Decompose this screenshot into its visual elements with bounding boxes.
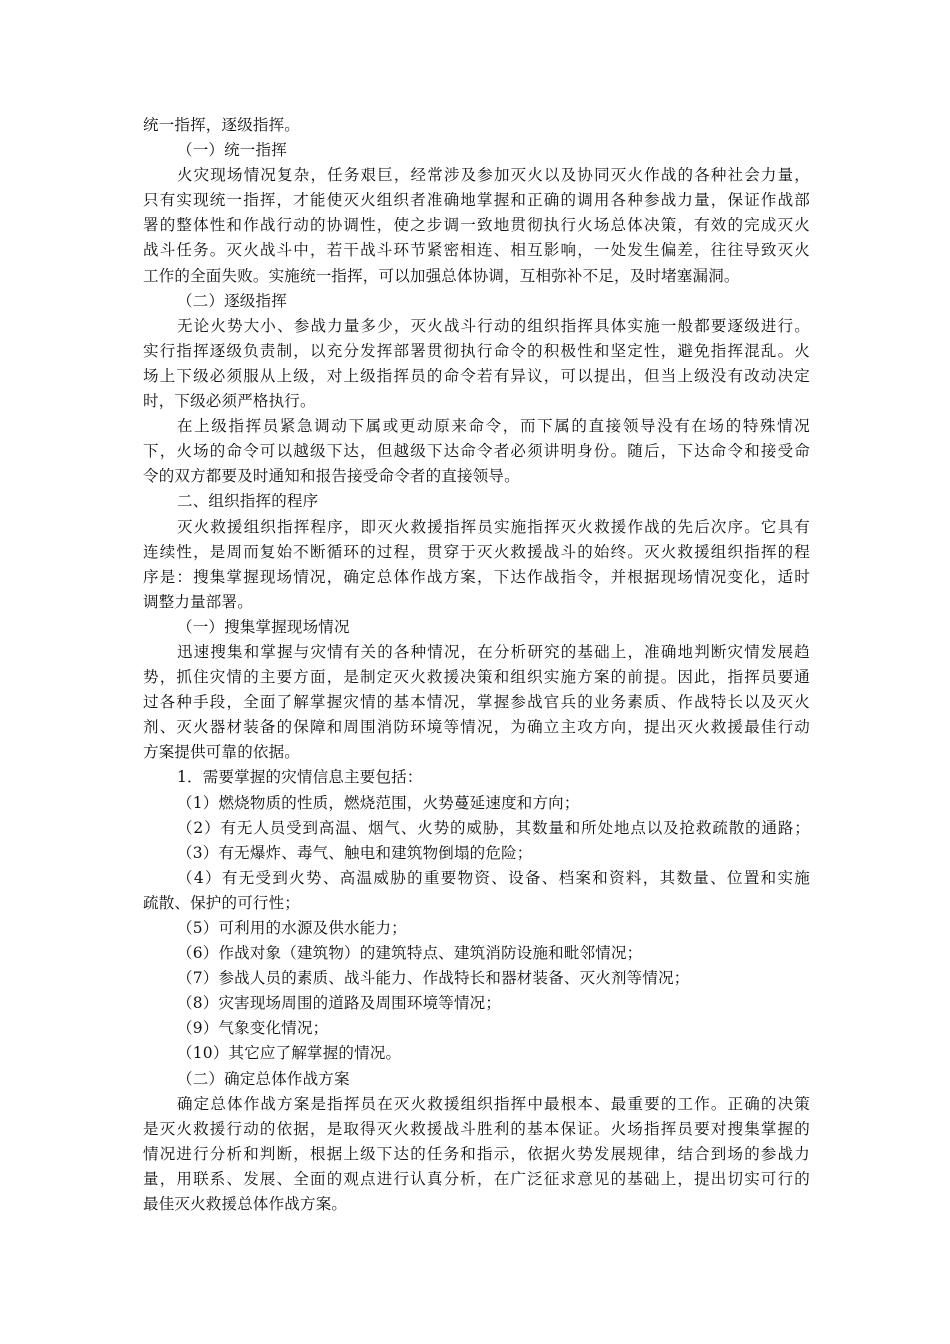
text-line: 疏散、保护的可行性； (143, 893, 301, 912)
text-line: （1）燃烧物质的性质，燃烧范围，火势蔓延速度和方向； (177, 793, 580, 812)
text-line: 二、组织指挥的程序 (177, 492, 319, 511)
text-line: 是灭火救援行动的依据，是取得灭火救援战斗胜利的基本保证。火场指挥员要对搜集掌握的 (143, 1119, 810, 1138)
text-line: （一）统一指挥 (177, 141, 287, 160)
text-line: （二）逐级指挥 (177, 291, 287, 310)
text-line: （8）灾害现场周围的道路及周围环境等情况； (177, 994, 502, 1013)
text-line: 场上下级必须服从上级，对上级指挥员的命令若有异议，可以提出，但当上级没有改动决定 (143, 366, 810, 385)
text-line: 确定总体作战方案是指挥员在灭火救援组织指挥中最根本、最重要的工作。正确的决策 (177, 1094, 810, 1113)
text-line: 署的整体性和作战行动的协调性，使之步调一致地贯彻执行火场总体决策，有效的完成灭火 (143, 216, 810, 235)
text-line: 无论火势大小、参战力量多少，灭火战斗行动的组织指挥具体实施一般都要逐级进行。 (177, 316, 810, 335)
text-line: 方案提供可靠的依据。 (143, 743, 301, 762)
text-line: 统一指挥，逐级指挥。 (143, 116, 301, 134)
text-line: 调整力量部署。 (143, 592, 253, 611)
text-line: 在上级指挥员紧急调动下属或更动原来命令，而下属的直接领导没有在场的特殊情况 (177, 417, 810, 436)
text-line: 工作的全面失败。实施统一指挥，可以加强总体协调，互相弥补不足，及时堵塞漏洞。 (143, 266, 740, 285)
text-line: 下，火场的命令可以越级下达，但越级下达命令者必须讲明身份。随后，下达命令和接受命 (143, 442, 810, 461)
text-line: 时，下级必须严格执行。 (143, 392, 316, 411)
text-line: （二）确定总体作战方案 (177, 1069, 350, 1088)
text-line: 实行指挥逐级负责制，以充分发挥部署贯彻执行命令的积极性和坚定性，避免指挥混乱。火 (143, 341, 810, 360)
text-line: （一）搜集掌握现场情况 (177, 617, 350, 636)
text-line: 灭火救援组织指挥程序，即灭火救援指挥员实施指挥灭火救援作战的先后次序。它具有 (177, 517, 810, 536)
text-line: 只有实现统一指挥，才能使灭火组织者准确地掌握和正确的调用各种参战力量，保证作战部 (143, 191, 810, 210)
text-line: （5）可利用的水源及供水能力； (177, 919, 407, 937)
text-line: （9）气象变化情况； (177, 1019, 329, 1038)
text-line: 量，用联系、发展、全面的观点进行认真分析，在广泛征求意见的基础上，提出切实可行的 (143, 1169, 810, 1188)
text-line: 令的双方都要及时通知和报告接受命令者的直接领导。 (143, 467, 520, 486)
text-line: 过各种手段，全面了解掌握灾情的基本情况，掌握参战官兵的业务素质、作战特长以及灭火 (143, 693, 810, 712)
text-line: 连续性，是周而复始不断循环的过程，贯穿于灭火救援战斗的始终。灭火救援组织指挥的程 (143, 542, 810, 561)
text-line: （6）作战对象（建筑物）的建筑特点、建筑消防设施和毗邻情况； (177, 944, 643, 963)
text-line: 1．需要掌握的灾情信息主要包括： (177, 768, 423, 787)
text-line: 最佳灭火救援总体作战方案。 (143, 1195, 348, 1214)
text-line: 剂、灭火器材装备的保障和周围消防环境等情况，为确立主攻方向，提出灭火救援最佳行动 (143, 718, 810, 737)
text-line: 序是：搜集掌握现场情况，确定总体作战方案，下达作战指令，并根据现场情况变化，适时 (143, 567, 810, 586)
text-line: 战斗任务。灭火战斗中，若干战斗环节紧密相连、相互影响，一处发生偏差，往往导致灭火 (143, 241, 810, 260)
text-line: （10）其它应了解掌握的情况。 (177, 1044, 402, 1063)
text-line: （3）有无爆炸、毒气、触电和建筑物倒塌的危险； (177, 843, 533, 862)
text-line: （7）参战人员的素质、战斗能力、作战特长和器材装备、灭火剂等情况； (177, 969, 690, 988)
text-line: 迅速搜集和掌握与灾情有关的各种情况，在分析研究的基础上，准确地判断灾情发展趋 (177, 642, 810, 661)
text-line: 火灾现场情况复杂，任务艰巨，经常涉及参加灭火以及协同灭火作战的各种社会力量， (177, 166, 810, 185)
text-line: 情况进行分析和判断，根据上级下达的任务和指示，依据火势发展规律，结合到场的参战力 (143, 1144, 810, 1163)
text-line: （4）有无受到火势、高温威胁的重要物资、设备、档案和资料，其数量、位置和实施 (177, 868, 810, 887)
text-line: 势，抓住灾情的主要方面，是制定灭火救援决策和组织实施方案的前提。因此，指挥员要通 (143, 668, 810, 687)
text-line: （2）有无人员受到高温、烟气、火势的威胁，其数量和所处地点以及抢救疏散的通路； (177, 818, 810, 837)
